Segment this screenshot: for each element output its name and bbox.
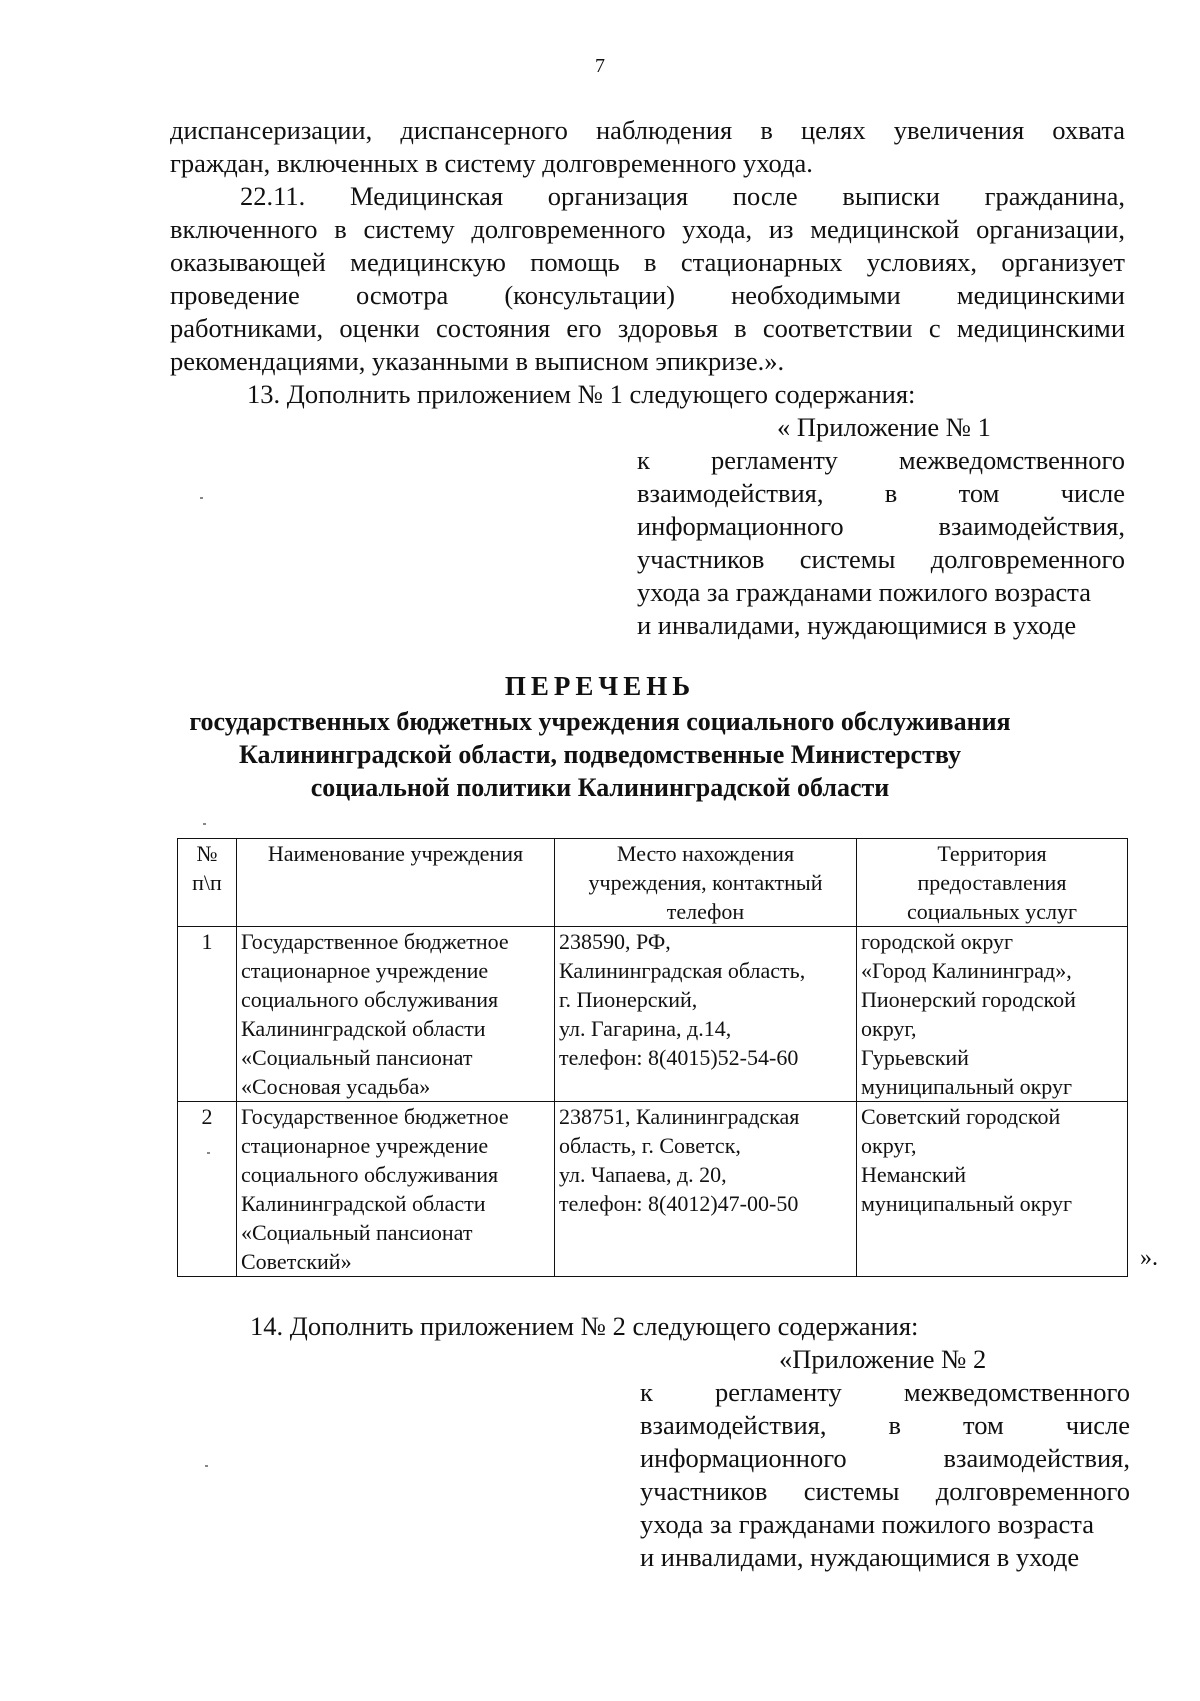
annex1-line-5: ухода за гражданами пожилого возраста [637,577,1091,607]
item-14: 14. Дополнить приложением № 2 следующего содержания: [250,1311,919,1341]
p2211-line-6: рекомендациями, указанными в выписном эпикризе.». [170,346,785,376]
institution-name: Государственное бюджетное стационарное учреждение социального обслуживания Калининградской области «Социальный пансионат Советский» [237,1102,555,1277]
list-title-line-3: социальной политики Калининградской области [310,773,890,802]
annex2-line-4: участников системы долговременного [640,1476,1130,1506]
p2211-line-4: проведение осмотра (консультации) необходимыми медицинскими [170,280,1125,310]
header-territory: Территория предоставления социальных услуг [857,839,1128,927]
institution-name: Государственное бюджетное стационарное учреждение социального обслуживания Калининградской области «Социальный пансионат «Сосновая усадьба» [237,927,555,1102]
annex2-line-2: взаимодействия, в том числе [640,1410,1130,1440]
institution-address: 238590, РФ, Калининградская область, г. Пионерский, ул. Гагарина, д.14, телефон: 8(4015)52-54-60 [555,927,857,1102]
header-name: Наименование учреждения [237,839,555,927]
institution-territory: Советский городской округ, Неманский муниципальный округ [857,1102,1128,1277]
institution-address: 238751, Калининградская область, г. Советск, ул. Чапаева, д. 20, телефон: 8(4012)47-00-50 [555,1102,857,1277]
intro-line-2: граждан, включенных в систему долговременного ухода. [170,148,813,178]
p2211-line-1: 22.11. Медицинская организация после выписки гражданина, [240,181,1125,211]
scan-speck [200,497,203,499]
annex2-title: «Приложение № 2 [779,1344,987,1374]
annex1-line-4: участников системы долговременного [637,544,1125,574]
annex1-line-6: и инвалидами, нуждающимися в уходе [637,610,1077,640]
row-number: 2 [178,1102,237,1277]
institutions-table [177,838,1128,1277]
p2211-line-5: работниками, оценки состояния его здоровья в соответствии с медицинскими [170,313,1125,343]
annex2-line-3: информационного взаимодействия, [640,1443,1130,1473]
annex1-title: « Приложение № 1 [777,412,991,442]
table-close-mark: ». [1140,1245,1158,1271]
intro-line-1: диспансеризации, диспансерного наблюдения в целях увеличения охвата [170,115,1125,145]
institution-territory: городской округ «Город Калининград», Пионерский городской округ, Гурьевский муниципальный округ [857,927,1128,1102]
p2211-line-3: оказывающей медицинскую помощь в стационарных условиях, организует [170,247,1125,277]
item-13: 13. Дополнить приложением № 1 следующего содержания: [247,379,916,409]
page-number: 7 [595,55,605,77]
p2211-line-2: включенного в систему долговременного ухода, из медицинской организации, [170,214,1125,244]
annex1-line-2: взаимодействия, в том числе [637,478,1125,508]
list-title-line-1: государственных бюджетных учреждения социального обслуживания [189,707,1011,736]
list-title-line-2: Калининградской области, подведомственные Министерству [239,740,961,769]
annex2-line-5: ухода за гражданами пожилого возраста [640,1509,1094,1539]
annex1-line-3: информационного взаимодействия, [637,511,1125,541]
header-address: Место нахождения учреждения, контактный телефон [555,839,857,927]
scan-speck [205,1465,208,1467]
table-row [178,927,1128,1102]
scan-speck [207,1152,210,1154]
annex2-line-6: и инвалидами, нуждающимися в уходе [640,1542,1080,1572]
annex2-line-1: к регламенту межведомственного [640,1377,1130,1407]
header-number: № п\п [178,839,237,927]
annex1-line-1: к регламенту межведомственного [637,445,1125,475]
table-header-row [178,839,1128,927]
row-number: 1 [178,927,237,1102]
table-row [178,1102,1128,1277]
list-title-main: ПЕРЕЧЕНЬ [504,671,696,701]
scan-speck [203,823,206,825]
